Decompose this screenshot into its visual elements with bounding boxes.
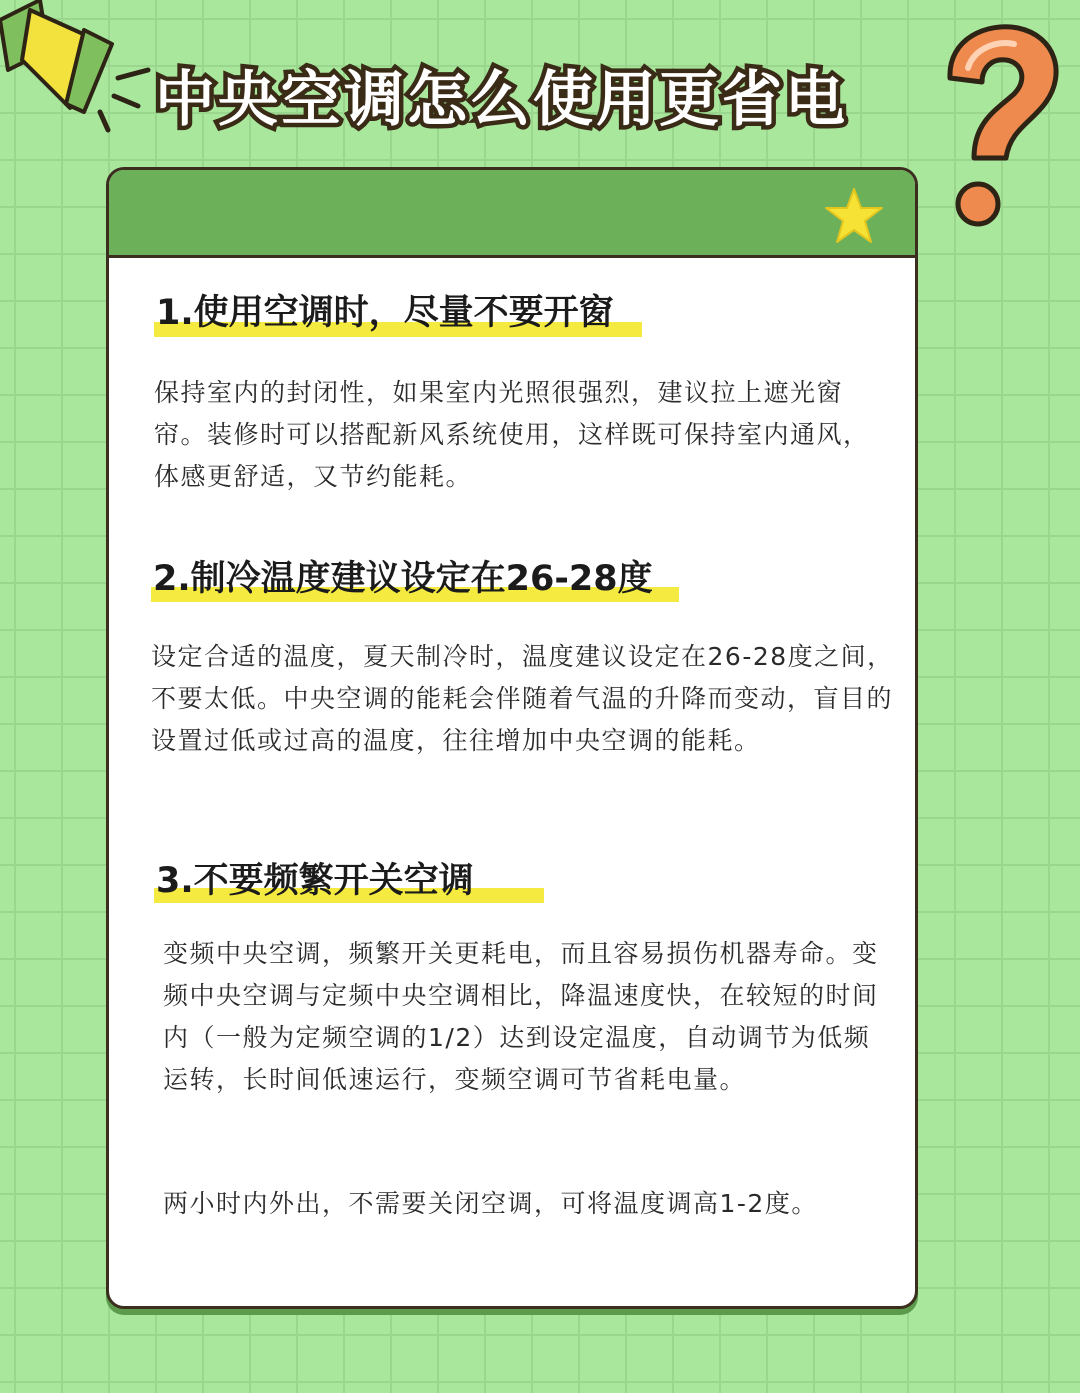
page-title: 中央空调怎么使用更省电 (155, 65, 848, 135)
tips-card (106, 167, 918, 1309)
tip-paragraph-2: 设定合适的温度，夏天制冷时，温度建议设定在26-28度之间，不要太低。中央空调的能耗会伴随着气温的升降而变动，盲目的设置过低或过高的温度，往往增加中央空调的能耗。 (151, 642, 894, 755)
tip-paragraph-4: 两小时内外出，不需要关闭空调，可将温度调高1-2度。 (163, 1189, 818, 1218)
tip-heading-3: 3.不要频繁开关空调 (156, 861, 474, 901)
tip-heading-1: 1.使用空调时，尽量不要开窗 (156, 293, 614, 333)
tip-heading-2: 2.制冷温度建议设定在26-28度 (153, 559, 653, 599)
star-icon (823, 186, 885, 246)
megaphone-icon (0, 0, 160, 140)
card-header (109, 170, 915, 258)
question-mark-icon (918, 18, 1068, 233)
tip-paragraph-1: 保持室内的封闭性，如果室内光照很强烈，建议拉上遮光窗帘。装修时可以搭配新风系统使用，这样既可保持室内通风，体感更舒适，又节约能耗。 (154, 378, 870, 491)
tip-paragraph-3: 变频中央空调，频繁开关更耗电，而且容易损伤机器寿命。变频中央空调与定频中央空调相比，降温速度快，在较短的时间内（一般为定频空调的1/2）达到设定温度，自动调节为低频运转，长时间低速运行，变频空调可节省耗电量。 (163, 939, 879, 1094)
